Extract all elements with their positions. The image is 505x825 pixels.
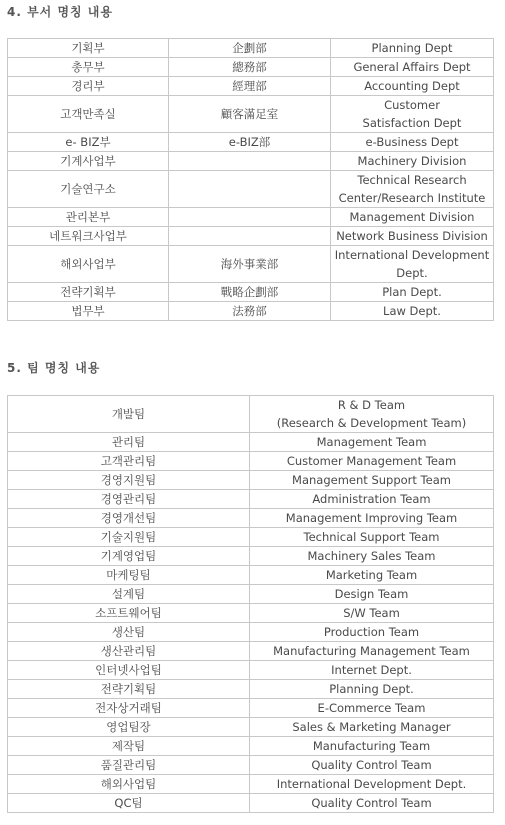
department-names-table [7,38,494,321]
table-row [8,566,494,585]
english-name-cell: Manufacturing Management Team [250,642,494,661]
hanja-name-cell [169,227,331,246]
korean-name-cell: 소프트웨어팀 [8,604,250,623]
korean-name-cell: 경영관리팀 [8,490,250,509]
table-row [8,58,494,77]
korean-name-cell: 설계팀 [8,585,250,604]
table-row [8,642,494,661]
table-row [8,302,494,321]
table-row [8,283,494,302]
table-row [8,585,494,604]
hanja-name-cell: 顧客滿足室 [169,96,331,133]
department-table-body [8,39,494,321]
korean-name-cell: 기계사업부 [8,152,169,171]
korean-name-cell: 고객만족실 [8,96,169,133]
english-name-cell: Administration Team [250,490,494,509]
korean-name-cell: 네트워크사업부 [8,227,169,246]
team-table-body [8,396,494,813]
table-row [8,396,494,433]
table-row [8,794,494,813]
english-name-cell: Manufacturing Team [250,737,494,756]
hanja-name-cell [169,208,331,227]
table-row [8,756,494,775]
table-row [8,227,494,246]
korean-name-cell: 마케팅팀 [8,566,250,585]
table-row [8,699,494,718]
korean-name-cell: 법무부 [8,302,169,321]
english-name-cell: Design Team [250,585,494,604]
korean-name-cell: 품질관리팀 [8,756,250,775]
korean-name-cell: 해외사업팀 [8,775,250,794]
korean-name-cell: 개발팀 [8,396,250,433]
english-name-cell: Customer Satisfaction Dept [331,96,494,133]
english-name-cell: Law Dept. [331,302,494,321]
hanja-name-cell: e-BIZ部 [169,133,331,152]
korean-name-cell: 전자상거래팀 [8,699,250,718]
english-name-cell: R & D Team (Research & Development Team) [250,396,494,433]
hanja-name-cell: 企劃部 [169,39,331,58]
hanja-name-cell [169,171,331,208]
table-row [8,528,494,547]
table-row [8,718,494,737]
korean-name-cell: e- BIZ부 [8,133,169,152]
english-name-cell: Sales & Marketing Manager [250,718,494,737]
hanja-name-cell [169,152,331,171]
hanja-name-cell: 經理部 [169,77,331,96]
korean-name-cell: 관리팀 [8,433,250,452]
english-name-cell: Planning Dept [331,39,494,58]
table-row [8,77,494,96]
table-row [8,246,494,283]
korean-name-cell: 영업팀장 [8,718,250,737]
hanja-name-cell: 法務部 [169,302,331,321]
english-name-cell: Management Team [250,433,494,452]
english-name-cell: S/W Team [250,604,494,623]
english-name-cell: Machinery Division [331,152,494,171]
table-row [8,547,494,566]
table-row [8,171,494,208]
korean-name-cell: 경리부 [8,77,169,96]
english-name-cell: Marketing Team [250,566,494,585]
korean-name-cell: 제작팀 [8,737,250,756]
english-name-cell: e-Business Dept [331,133,494,152]
english-name-cell: Technical Support Team [250,528,494,547]
table-row [8,433,494,452]
korean-name-cell: 전략기획팀 [8,680,250,699]
korean-name-cell: 기술지원팀 [8,528,250,547]
korean-name-cell: 생산관리팀 [8,642,250,661]
english-name-cell: Planning Dept. [250,680,494,699]
hanja-name-cell: 總務部 [169,58,331,77]
english-name-cell: Internet Dept. [250,661,494,680]
korean-name-cell: 기계영업팀 [8,547,250,566]
english-name-cell: Quality Control Team [250,794,494,813]
korean-name-cell: 전략기획부 [8,283,169,302]
english-name-cell: General Affairs Dept [331,58,494,77]
english-name-cell: Plan Dept. [331,283,494,302]
english-name-cell: E-Commerce Team [250,699,494,718]
korean-name-cell: 인터넷사업팀 [8,661,250,680]
korean-name-cell: 고객관리팀 [8,452,250,471]
table-row [8,96,494,133]
korean-name-cell: 생산팀 [8,623,250,642]
english-name-cell: Machinery Sales Team [250,547,494,566]
table-row [8,39,494,58]
english-name-cell: Customer Management Team [250,452,494,471]
table-row [8,452,494,471]
table-row [8,208,494,227]
table-row [8,661,494,680]
table-row [8,737,494,756]
table-row [8,623,494,642]
english-name-cell: Management Division [331,208,494,227]
korean-name-cell: 경영개선팀 [8,509,250,528]
english-name-cell: International Development Dept. [250,775,494,794]
team-section-title: 5. 팀 명칭 내용 [7,361,101,375]
table-row [8,471,494,490]
english-name-cell: Accounting Dept [331,77,494,96]
table-row [8,509,494,528]
english-name-cell: Production Team [250,623,494,642]
table-row [8,604,494,623]
hanja-name-cell: 海外事業部 [169,246,331,283]
english-name-cell: Management Improving Team [250,509,494,528]
hanja-name-cell: 戰略企劃部 [169,283,331,302]
korean-name-cell: 기획부 [8,39,169,58]
korean-name-cell: 총무부 [8,58,169,77]
english-name-cell: Quality Control Team [250,756,494,775]
team-names-table [7,395,494,813]
korean-name-cell: 경영지원팀 [8,471,250,490]
korean-name-cell: 관리본부 [8,208,169,227]
korean-name-cell: QC팀 [8,794,250,813]
english-name-cell: International Development Dept. [331,246,494,283]
table-row [8,680,494,699]
korean-name-cell: 기술연구소 [8,171,169,208]
table-row [8,775,494,794]
department-section-title: 4. 부서 명칭 내용 [7,5,113,19]
english-name-cell: Management Support Team [250,471,494,490]
english-name-cell: Technical Research Center/Research Institute [331,171,494,208]
table-row [8,490,494,509]
english-name-cell: Network Business Division [331,227,494,246]
korean-name-cell: 해외사업부 [8,246,169,283]
table-row [8,133,494,152]
table-row [8,152,494,171]
